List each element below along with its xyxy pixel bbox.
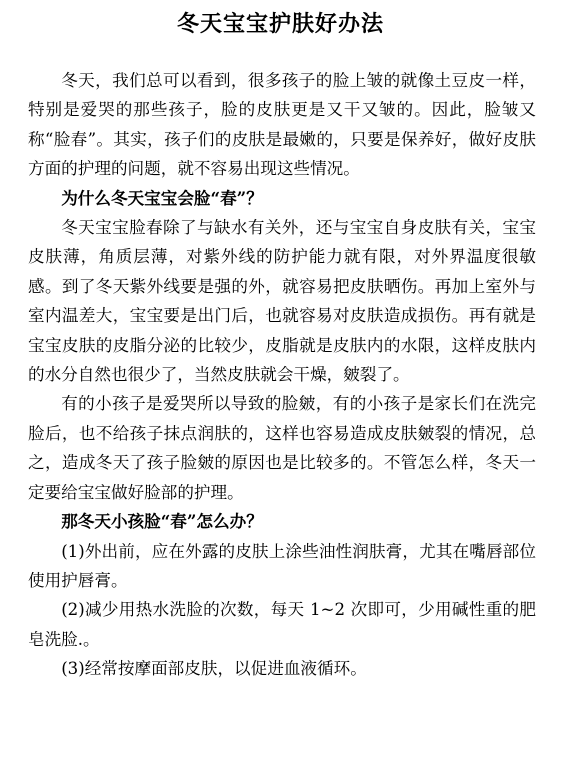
document-title: 冬天宝宝护肤好办法 <box>176 11 384 37</box>
tip-item-3: (3)经常按摩面部皮肤，以促进血液循环。 <box>61 659 367 679</box>
section-heading-what-to-do: 那冬天小孩脸“春”怎么办？ <box>61 511 263 532</box>
intro-paragraph: 冬天，我们总可以看到，很多孩子的脸上皱的就像土豆皮一样，特别是爱哭的那些孩子，脸的皮肤更是又干又皱的。因此，脸皱又称“脸春”。其实，孩子们的皮肤是最嫩的，只要是保养好，做好皮肤方面的护理的问题，就不容易出现这些情况。 <box>28 71 536 179</box>
tip-item-1: (1)外出前，应在外露的皮肤上涂些油性润肤膏，尤其在嘴唇部位使用护唇膏。 <box>28 541 536 590</box>
cause-paragraph-2: 有的小孩子是爱哭所以导致的脸皴，有的小孩子是家长们在洗完脸后，也不给孩子抹点润肤的，这样也容易造成皮肤皴裂的情况，总之，造成冬天了孩子脸皴的原因也是比较多的。不管怎么样，冬天一定要给宝宝做好脸部的护理。 <box>28 394 536 502</box>
tip-item-2: (2)减少用热水洗脸的次数，每天 1~2 次即可，少用碱性重的肥皂洗脸.。 <box>28 600 536 649</box>
cause-paragraph: 冬天宝宝脸春除了与缺水有关外，还与宝宝自身皮肤有关，宝宝皮肤薄，角质层薄，对紫外线的防护能力就有限，对外界温度很敏感。到了冬天紫外线要是强的外，就容易把皮肤晒伤。再加上室外与室内温差大，宝宝要是出门后，也就容易对皮肤造成损伤。再有就是宝宝皮肤的皮脂分泌的比较少，皮脂就是皮肤内的水限，这样皮肤内的水分自然也很少了，当然皮肤就会干燥，皴裂了。 <box>28 218 536 385</box>
section-heading-why: 为什么冬天宝宝会脸“春”？ <box>61 187 263 208</box>
document-body <box>28 66 536 684</box>
